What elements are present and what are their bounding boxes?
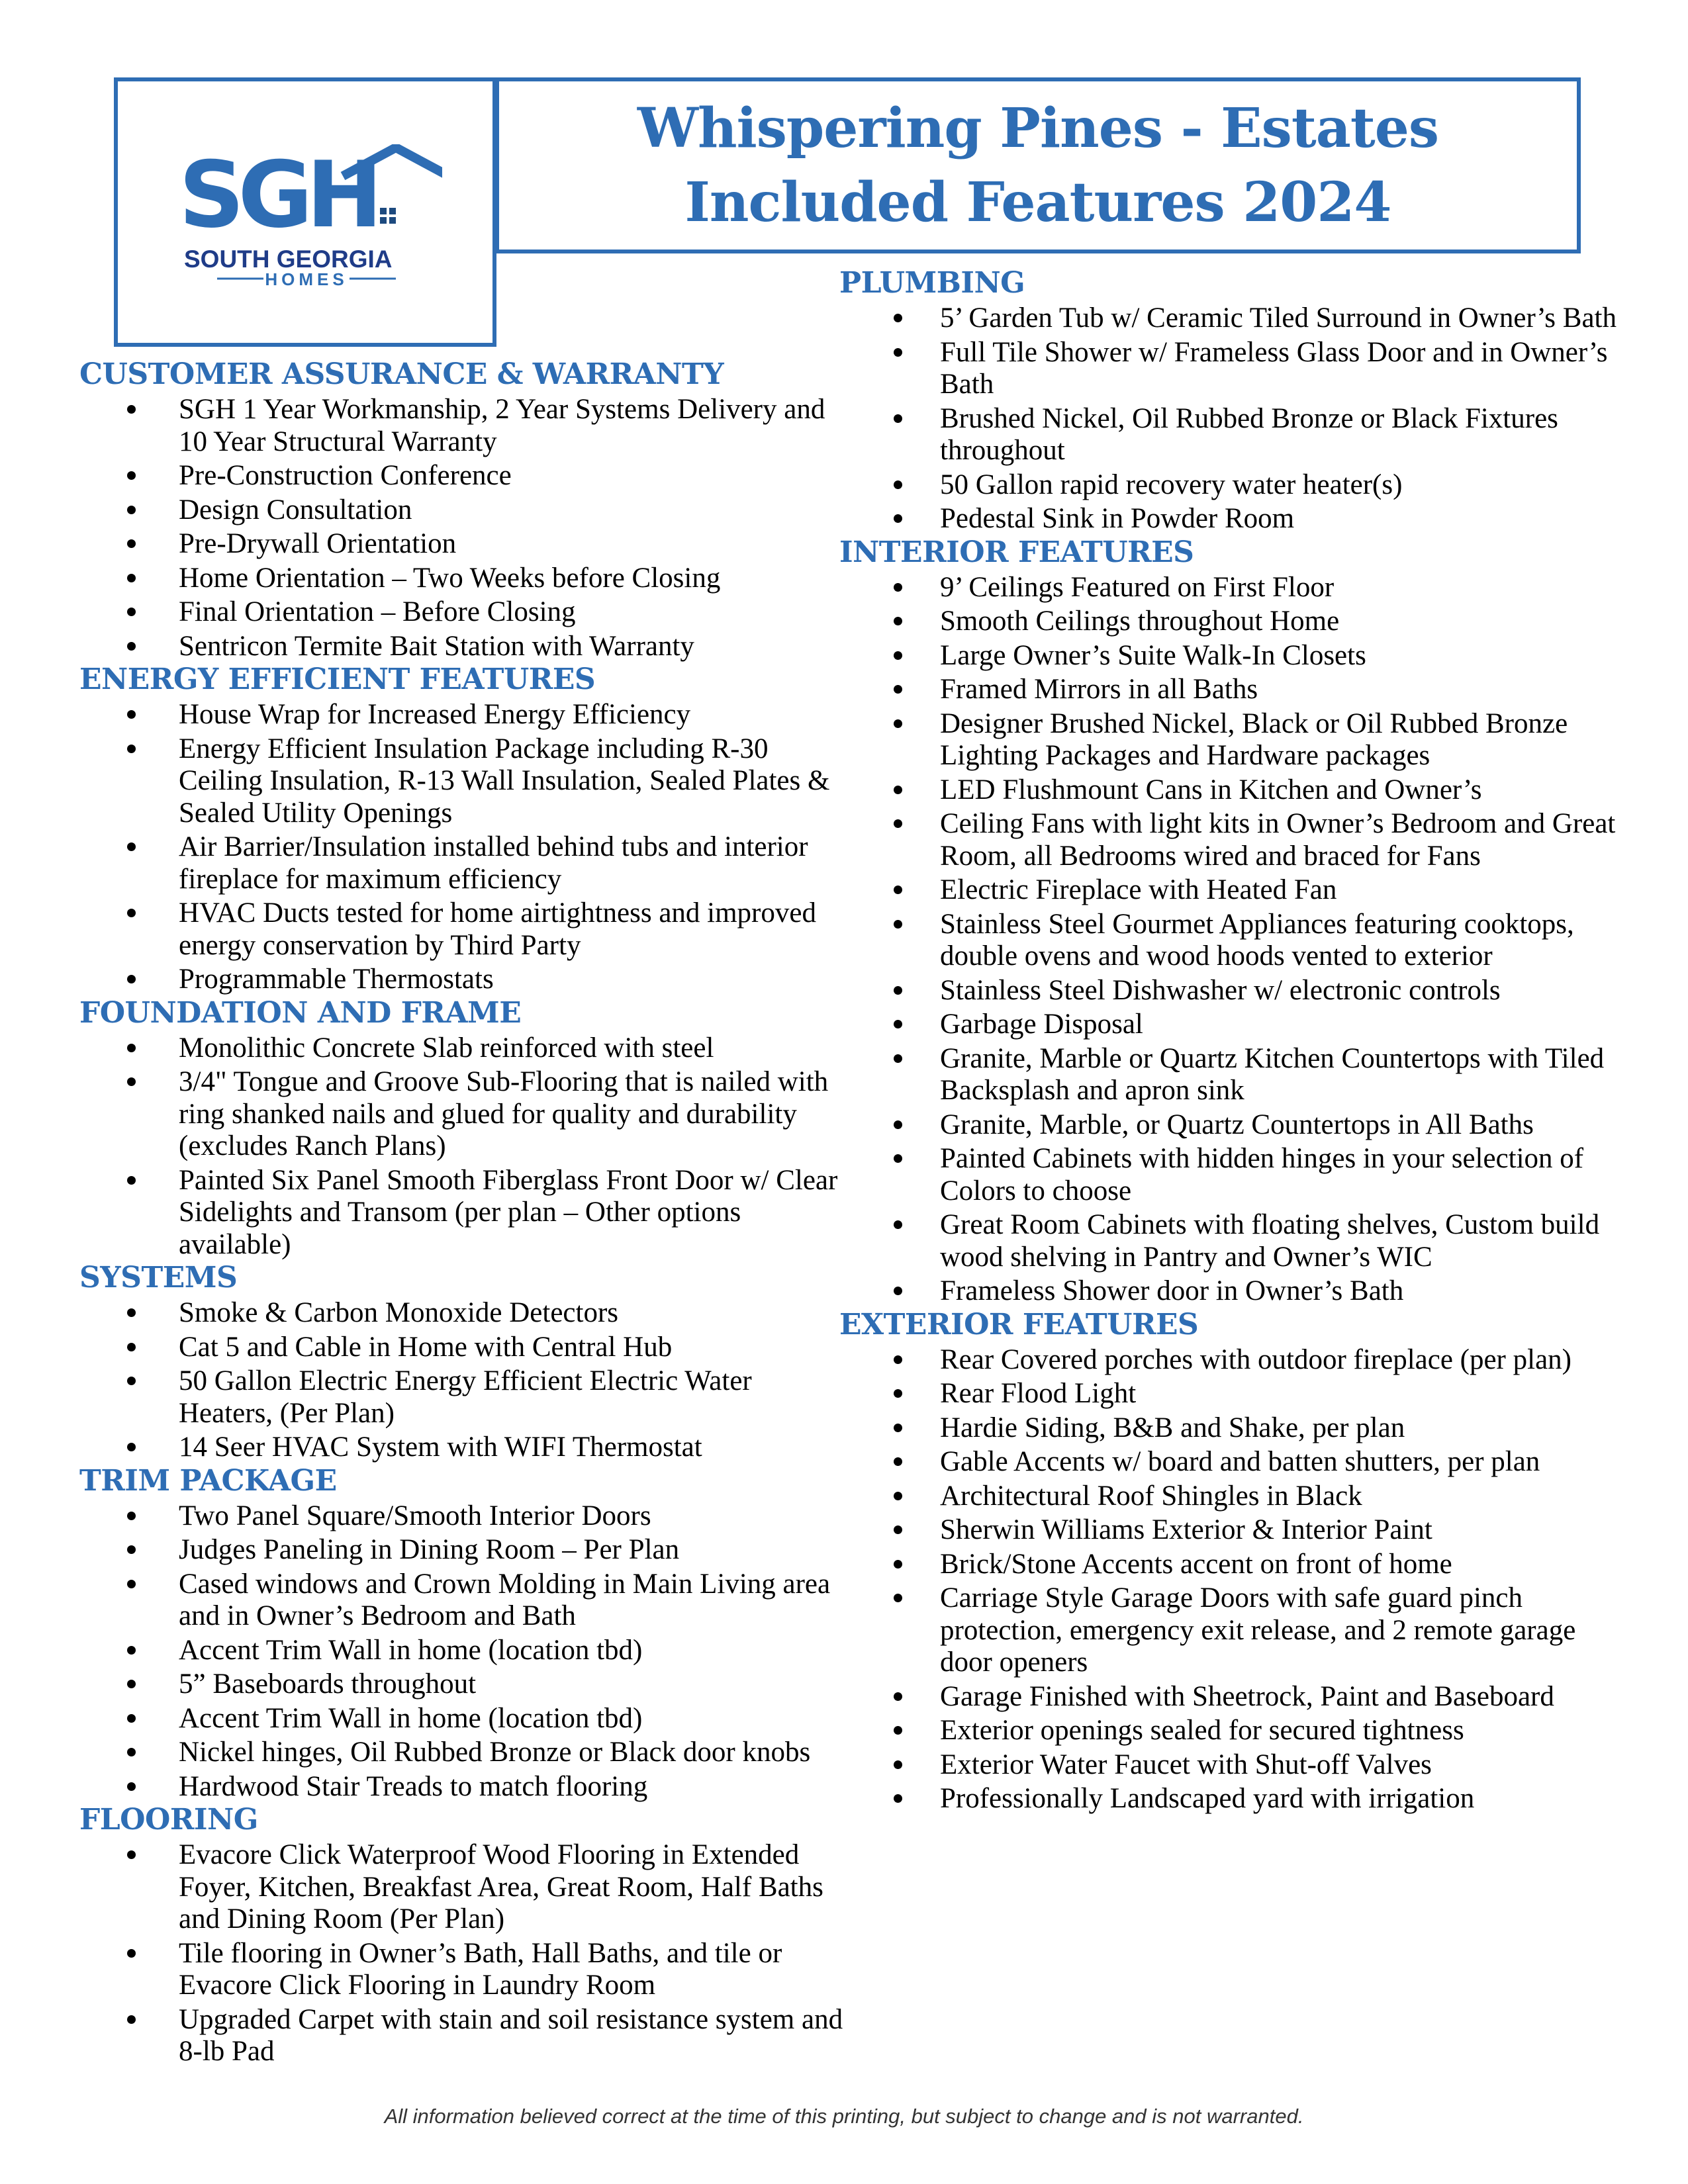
bullet-icon — [894, 886, 902, 894]
bullet-icon — [127, 1044, 136, 1052]
list-item-text: Accent Trim Wall in home (location tbd) — [179, 1634, 643, 1666]
list-item — [839, 403, 1634, 467]
footer-disclaimer: All information believed correct at the time of this printing, but subject to change and is not warranted. — [384, 2105, 1304, 2128]
bullet-icon — [894, 1154, 902, 1163]
list-item-text: Energy Efficient Insulation Package including R-30 Ceiling Insulation, R-13 Wall Insulation, Sealed Plates & Sealed Utility Openings — [179, 733, 830, 829]
bullet-icon — [894, 920, 902, 929]
list-item — [79, 494, 847, 527]
list-item — [839, 1143, 1634, 1207]
list-item — [839, 909, 1634, 973]
bullet-icon — [894, 348, 902, 357]
section-title: INTERIOR FEATURES — [839, 535, 1194, 569]
list-item — [79, 1737, 847, 1769]
list-item-text: Pre-Construction Conference — [179, 460, 512, 491]
bullet-icon — [127, 506, 136, 514]
list-item — [79, 1938, 847, 2002]
list-item — [79, 460, 847, 492]
list-item — [839, 674, 1634, 706]
list-item — [839, 1549, 1634, 1581]
list-item-text: 5’ Garden Tub w/ Ceramic Tiled Surround in Owner’s Bath — [940, 302, 1617, 334]
section-title: TRIM PACKAGE — [79, 1463, 337, 1498]
bullet-icon — [127, 1949, 136, 1958]
logo-text-line1: SOUTH GEORGIA — [184, 246, 393, 273]
list-item-text: HVAC Ducts tested for home airtightness and improved energy conservation by Third Party — [179, 897, 816, 961]
list-item-text: Great Room Cabinets with floating shelves, Custom build wood shelving in Pantry and Owner’s WIC — [940, 1209, 1600, 1273]
list-item-text: Stainless Steel Gourmet Appliances featuring cooktops, double ovens and wood hoods vented to exterior — [940, 908, 1574, 972]
bullet-icon — [127, 2015, 136, 2024]
bullet-icon — [894, 1424, 902, 1432]
list-item — [79, 1066, 847, 1163]
bullet-icon — [894, 1692, 902, 1701]
list-item-text: Granite, Marble or Quartz Kitchen Countertops with Tiled Backsplash and apron sink — [940, 1042, 1605, 1106]
list-item-text: Stainless Steel Dishwasher w/ electronic controls — [940, 974, 1501, 1006]
list-item — [79, 699, 847, 731]
section-title: SYSTEMS — [79, 1261, 238, 1295]
list-item — [839, 503, 1634, 535]
section-title: PLUMBING — [839, 266, 1025, 300]
feature-list — [839, 302, 1634, 535]
list-item — [79, 964, 847, 996]
list-item — [79, 1032, 847, 1065]
list-item — [79, 1500, 847, 1533]
feature-section — [839, 1308, 1634, 1815]
sgh-logo — [177, 144, 442, 296]
feature-list — [79, 1297, 847, 1464]
section-title: FLOORING — [79, 1803, 258, 1837]
bullet-icon — [894, 1287, 902, 1295]
list-item — [839, 1783, 1634, 1815]
bullet-icon — [127, 1308, 136, 1317]
list-item — [79, 1771, 847, 1803]
list-item-text: Rear Covered porches with outdoor fireplace (per plan) — [940, 1343, 1571, 1375]
list-item — [79, 733, 847, 830]
list-item-text: Architectural Roof Shingles in Black — [940, 1480, 1362, 1512]
list-item-text: Brushed Nickel, Oil Rubbed Bronze or Black Fixtures throughout — [940, 402, 1558, 466]
list-item — [79, 1432, 847, 1464]
list-item — [839, 606, 1634, 638]
feature-section — [79, 1464, 847, 1803]
bullet-icon — [127, 1782, 136, 1791]
list-item — [839, 337, 1634, 401]
bullet-icon — [127, 471, 136, 480]
list-item-text: Accent Trim Wall in home (location tbd) — [179, 1702, 643, 1734]
list-item — [839, 1715, 1634, 1747]
logo-letters: SGH — [179, 144, 377, 248]
bullet-icon — [127, 1714, 136, 1723]
list-item — [839, 975, 1634, 1007]
list-item — [839, 1412, 1634, 1445]
list-item-text: House Wrap for Increased Energy Efficiency — [179, 699, 691, 730]
bullet-icon — [894, 480, 902, 489]
list-item-text: Large Owner’s Suite Walk-In Closets — [940, 639, 1366, 671]
list-item-text: LED Flushmount Cans in Kitchen and Owner’s — [940, 774, 1482, 805]
section-title: FOUNDATION AND FRAME — [79, 995, 522, 1030]
bullet-icon — [127, 608, 136, 616]
list-item — [839, 572, 1634, 604]
list-item-text: Ceiling Fans with light kits in Owner’s Bedroom and Great Room, all Bedrooms wired and braced for Fans — [940, 808, 1616, 872]
bullet-icon — [127, 1443, 136, 1451]
bullet-icon — [894, 617, 902, 625]
list-item-text: Carriage Style Garage Doors with safe guard pinch protection, emergency exit release, and 2 remote garage door openers — [940, 1582, 1576, 1678]
list-item-text: Exterior Water Faucet with Shut-off Valves — [940, 1749, 1432, 1780]
list-item-text: Rear Flood Light — [940, 1378, 1137, 1409]
list-item — [79, 1635, 847, 1667]
bullet-icon — [127, 909, 136, 917]
page-title-line2: Included Features 2024 — [684, 171, 1391, 234]
list-item — [839, 1275, 1634, 1308]
feature-section — [79, 357, 847, 662]
bullet-icon — [894, 1726, 902, 1735]
list-item-text: Electric Fireplace with Heated Fan — [940, 874, 1337, 905]
bullet-icon — [894, 1794, 902, 1803]
list-item — [79, 1534, 847, 1567]
list-item — [79, 897, 847, 962]
list-item-text: Painted Cabinets with hidden hinges in your selection of Colors to choose — [940, 1143, 1584, 1206]
bullet-icon — [894, 1760, 902, 1769]
bullet-icon — [127, 842, 136, 851]
list-item — [79, 831, 847, 895]
section-title: ENERGY EFFICIENT FEATURES — [79, 662, 596, 696]
bullet-icon — [894, 414, 902, 423]
list-item — [839, 774, 1634, 807]
section-title: EXTERIOR FEATURES — [839, 1307, 1199, 1342]
bullet-icon — [894, 1120, 902, 1129]
bullet-icon — [894, 1355, 902, 1364]
list-item-text: Brick/Stone Accents accent on front of home — [940, 1548, 1452, 1580]
list-item — [839, 1043, 1634, 1107]
list-item-text: Garbage Disposal — [940, 1009, 1143, 1040]
list-item — [839, 808, 1634, 872]
list-item-text: Final Orientation – Before Closing — [179, 596, 576, 627]
list-item-text: Frameless Shower door in Owner’s Bath — [940, 1275, 1404, 1306]
list-item — [79, 563, 847, 595]
list-item-text: 5” Baseboards throughout — [179, 1668, 477, 1700]
list-item — [79, 596, 847, 629]
page-title-line1: Whispering Pines - Estates — [637, 97, 1439, 160]
bullet-icon — [894, 1525, 902, 1534]
list-item-text: Granite, Marble, or Quartz Countertops in All Baths — [940, 1109, 1534, 1140]
bullet-icon — [894, 1389, 902, 1398]
list-item-text: Smoke & Carbon Monoxide Detectors — [179, 1297, 619, 1328]
list-item-text: Design Consultation — [179, 494, 412, 525]
list-item — [79, 2004, 847, 2068]
bullet-icon — [127, 975, 136, 983]
list-item-text: Framed Mirrors in all Baths — [940, 674, 1258, 705]
feature-section — [839, 535, 1634, 1308]
list-item-text: Tile flooring in Owner’s Bath, Hall Baths, and tile or Evacore Click Flooring in Laundry Room — [179, 1937, 782, 2001]
list-item-text: Cat 5 and Cable in Home with Central Hub — [179, 1331, 673, 1363]
list-item-text: Full Tile Shower w/ Frameless Glass Door and in Owner’s Bath — [940, 336, 1608, 400]
list-item — [839, 1378, 1634, 1410]
list-item-text: Pedestal Sink in Powder Room — [940, 503, 1295, 534]
list-item — [839, 1344, 1634, 1377]
list-item — [79, 1839, 847, 1936]
bullet-icon — [127, 1176, 136, 1185]
list-item — [839, 1749, 1634, 1782]
bullet-icon — [894, 1560, 902, 1569]
list-item-text: Programmable Thermostats — [179, 964, 494, 995]
list-item — [79, 1165, 847, 1261]
list-item — [79, 631, 847, 663]
title-box — [495, 77, 1581, 253]
bullet-icon — [127, 1748, 136, 1756]
list-item — [79, 1332, 847, 1364]
list-item-text: Air Barrier/Insulation installed behind tubs and interior fireplace for maximum efficiency — [179, 831, 808, 895]
list-item — [839, 1480, 1634, 1513]
list-item — [79, 528, 847, 561]
bullet-icon — [894, 1457, 902, 1466]
list-item-text: Garage Finished with Sheetrock, Paint and Baseboard — [940, 1680, 1554, 1712]
bullet-icon — [127, 539, 136, 548]
bullet-icon — [127, 1077, 136, 1086]
list-item — [79, 1297, 847, 1330]
list-item — [839, 640, 1634, 672]
list-item-text: 50 Gallon rapid recovery water heater(s) — [940, 469, 1403, 500]
list-item — [839, 708, 1634, 772]
list-item — [839, 874, 1634, 907]
bullet-icon — [894, 819, 902, 828]
bullet-icon — [127, 1850, 136, 1859]
bullet-icon — [127, 710, 136, 719]
list-item — [79, 1703, 847, 1735]
list-item — [839, 1209, 1634, 1273]
logo-text-line2: HOMES — [265, 269, 348, 289]
list-item — [839, 1582, 1634, 1679]
list-item — [839, 1681, 1634, 1713]
list-item-text: 3/4" Tongue and Groove Sub-Flooring that is nailed with ring shanked nails and glued for quality and durability (excludes Ranch Plans) — [179, 1066, 829, 1161]
bullet-icon — [127, 1512, 136, 1520]
logo-box — [114, 77, 496, 347]
bullet-icon — [894, 314, 902, 322]
bullet-icon — [894, 514, 902, 523]
feature-list — [79, 394, 847, 662]
list-item — [79, 1569, 847, 1633]
list-item-text: Painted Six Panel Smooth Fiberglass Front Door w/ Clear Sidelights and Transom (per plan – Other options available) — [179, 1164, 838, 1260]
section-title: CUSTOMER ASSURANCE & WARRANTY — [79, 357, 724, 391]
list-item — [79, 1668, 847, 1701]
feature-list — [79, 1500, 847, 1803]
list-item-text: Monolithic Concrete Slab reinforced with steel — [179, 1032, 714, 1064]
feature-section — [839, 266, 1634, 535]
list-item — [839, 1109, 1634, 1142]
list-item-text: Upgraded Carpet with stain and soil resistance system and 8-lb Pad — [179, 2003, 843, 2067]
bullet-icon — [894, 719, 902, 728]
bullet-icon — [127, 1646, 136, 1655]
list-item-text: Two Panel Square/Smooth Interior Doors — [179, 1500, 651, 1531]
bullet-icon — [127, 574, 136, 582]
list-item — [839, 302, 1634, 335]
bullet-icon — [894, 1220, 902, 1229]
list-item-text: Gable Accents w/ board and batten shutters, per plan — [940, 1446, 1540, 1477]
list-item-text: Hardie Siding, B&B and Shake, per plan — [940, 1412, 1405, 1443]
feature-section — [79, 1261, 847, 1464]
list-item-text: Sentricon Termite Bait Station with Warranty — [179, 630, 694, 662]
feature-list — [79, 699, 847, 996]
bullet-icon — [894, 986, 902, 995]
list-item-text: Designer Brushed Nickel, Black or Oil Rubbed Bronze Lighting Packages and Hardware packages — [940, 707, 1568, 771]
bullet-icon — [894, 1594, 902, 1602]
bullet-icon — [894, 1492, 902, 1500]
bullet-icon — [127, 405, 136, 414]
list-item-text: Hardwood Stair Treads to match flooring — [179, 1770, 648, 1802]
bullet-icon — [127, 1580, 136, 1588]
bullet-icon — [894, 786, 902, 794]
feature-section — [79, 662, 847, 996]
bullet-icon — [127, 1343, 136, 1351]
list-item — [79, 394, 847, 458]
bullet-icon — [894, 1054, 902, 1063]
feature-list — [839, 572, 1634, 1308]
bullet-icon — [894, 651, 902, 660]
list-item-text: Exterior openings sealed for secured tightness — [940, 1715, 1464, 1746]
list-item-text: 9’ Ceilings Featured on First Floor — [940, 571, 1335, 603]
feature-section — [79, 996, 847, 1261]
list-item-text: Cased windows and Crown Molding in Main Living area and in Owner’s Bedroom and Bath — [179, 1568, 831, 1631]
list-item-text: Evacore Click Waterproof Wood Flooring in Extended Foyer, Kitchen, Breakfast Area, Great Room, Half Baths and Dining Room (Per Plan) — [179, 1839, 823, 1934]
list-item-text: Sherwin Williams Exterior & Interior Paint — [940, 1514, 1432, 1545]
list-item-text: 50 Gallon Electric Energy Efficient Electric Water Heaters, (Per Plan) — [179, 1365, 752, 1429]
list-item-text: Home Orientation – Two Weeks before Closing — [179, 562, 721, 594]
list-item-text: Professionally Landscaped yard with irrigation — [940, 1783, 1475, 1814]
bullet-icon — [127, 1545, 136, 1554]
list-item — [839, 1514, 1634, 1547]
list-item-text: Smooth Ceilings throughout Home — [940, 606, 1340, 637]
list-item — [79, 1365, 847, 1430]
bullet-icon — [127, 745, 136, 753]
bullet-icon — [894, 583, 902, 592]
feature-list — [839, 1344, 1634, 1815]
bullet-icon — [894, 685, 902, 694]
list-item-text: Pre-Drywall Orientation — [179, 528, 457, 559]
list-item-text: SGH 1 Year Workmanship, 2 Year Systems Delivery and 10 Year Structural Warranty — [179, 394, 825, 457]
bullet-icon — [127, 1680, 136, 1688]
list-item — [839, 1009, 1634, 1041]
left-column — [79, 357, 847, 2068]
list-item — [839, 1446, 1634, 1479]
bullet-icon — [894, 1020, 902, 1028]
feature-list — [79, 1839, 847, 2068]
right-column — [839, 266, 1634, 1815]
bullet-icon — [127, 642, 136, 651]
list-item-text: Judges Paneling in Dining Room – Per Plan — [179, 1534, 680, 1565]
feature-list — [79, 1032, 847, 1261]
list-item-text: 14 Seer HVAC System with WIFI Thermostat — [179, 1432, 702, 1463]
bullet-icon — [127, 1377, 136, 1385]
list-item — [839, 469, 1634, 502]
list-item-text: Nickel hinges, Oil Rubbed Bronze or Black door knobs — [179, 1737, 811, 1768]
feature-section — [79, 1803, 847, 2068]
